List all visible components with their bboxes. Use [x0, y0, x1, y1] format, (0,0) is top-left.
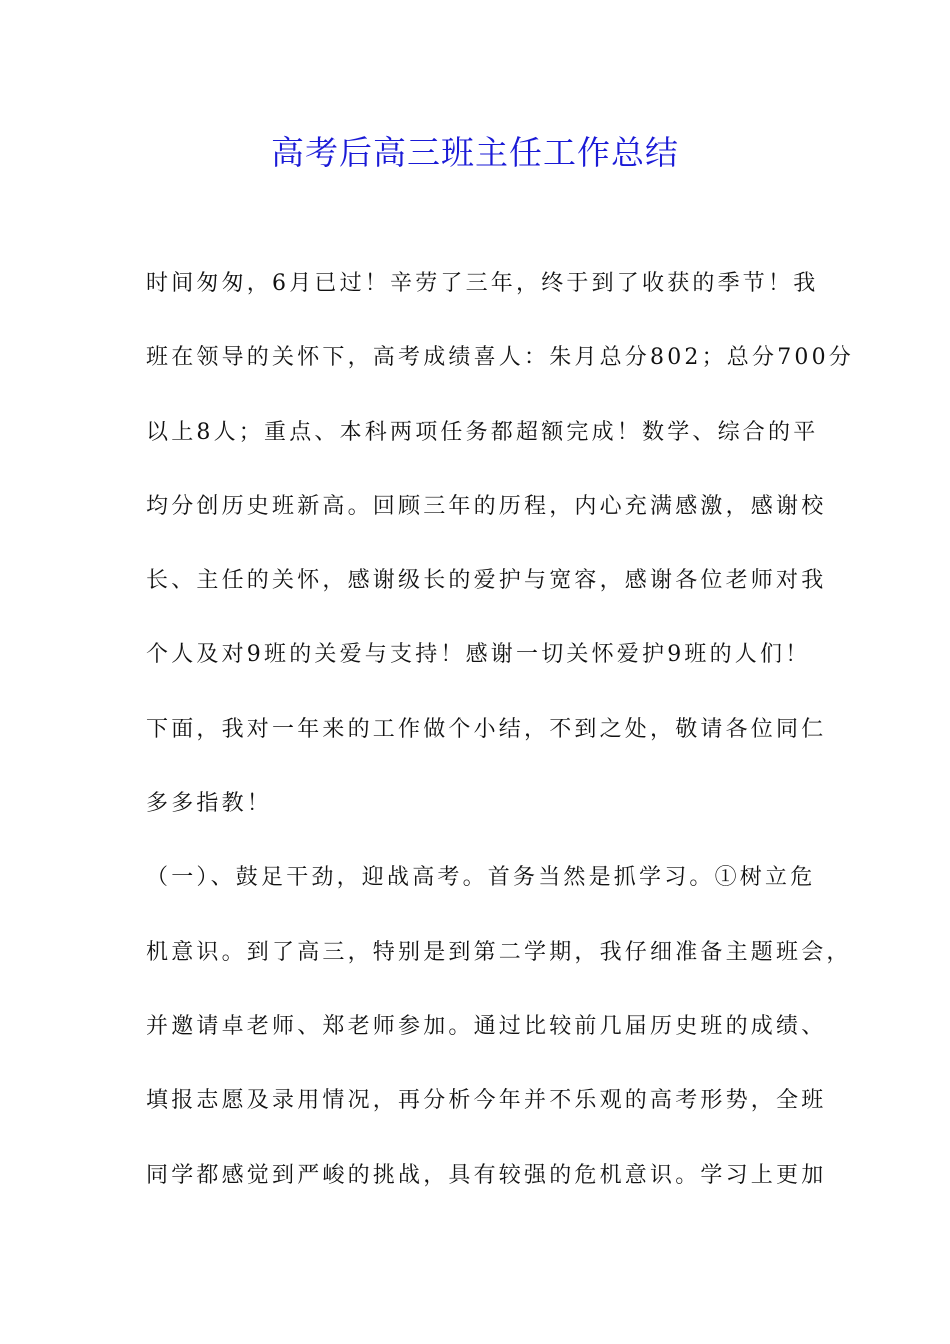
body-line: 同学都感觉到严峻的挑战，具有较强的危机意识。学习上更加	[146, 1162, 827, 1188]
body-line: 均分创历史班新高。回顾三年的历程，内心充满感激，感谢校	[146, 493, 827, 519]
body-line: 机意识。到了高三，特别是到第二学期，我仔细准备主题班会，	[146, 939, 852, 965]
document-body	[146, 262, 854, 1228]
body-line: 以上8人；重点、本科两项任务都超额完成！数学、综合的平	[146, 419, 819, 445]
body-line: 多多指教！	[146, 791, 273, 817]
body-line: 时间匆匆，6月已过！辛劳了三年，终于到了收获的季节！我	[146, 271, 819, 296]
body-line: 个人及对9班的关爱与支持！感谢一切关怀爱护9班的人们！	[146, 642, 811, 668]
body-line: 下面，我对一年来的工作做个小结，不到之处，敬请各位同仁	[146, 716, 827, 742]
body-line: 并邀请卓老师、郑老师参加。通过比较前几届历史班的成绩、	[146, 1013, 827, 1039]
body-line: 填报志愿及录用情况，再分析今年并不乐观的高考形势，全班	[146, 1088, 827, 1114]
body-line: 班在领导的关怀下，高考成绩喜人：朱月总分802；总分700分	[146, 345, 854, 371]
section-heading-line: （一）、鼓足干劲，迎战高考。首务当然是抓学习。①树立危	[146, 865, 816, 891]
body-line: 长、主任的关怀，感谢级长的爱护与宽容，感谢各位老师对我	[146, 568, 827, 594]
document-title: 高考后高三班主任工作总结	[271, 133, 679, 172]
